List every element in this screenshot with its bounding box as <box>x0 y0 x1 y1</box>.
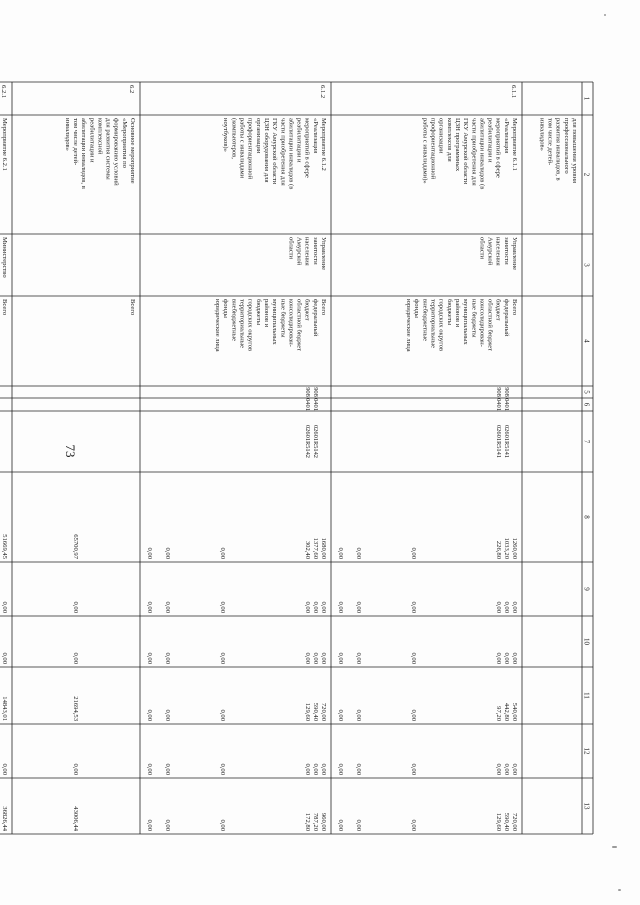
code-target-article: 02601R5141 <box>495 424 502 459</box>
item-number: 6.2 <box>128 85 135 94</box>
item-description-line: организации <box>437 118 445 154</box>
amount-value: 1033,20 <box>503 537 510 559</box>
executor-line: Амурской <box>295 237 303 266</box>
amount-value: 1377,60 <box>312 537 319 559</box>
amount-value: 720,00 <box>320 702 327 721</box>
item-description-line: комплексов для <box>445 118 453 162</box>
column-number: 9 <box>582 587 591 591</box>
column-number: 8 <box>582 515 591 519</box>
amount-value: 0,00 <box>164 763 171 775</box>
funding-source-line: консолидирован- <box>478 299 486 347</box>
code-department: 908 <box>312 387 319 397</box>
item-description-line: мероприятий в сфере <box>494 118 502 178</box>
amount-value: 51669,45 <box>1 534 8 559</box>
amount-value: 302,40 <box>304 540 311 559</box>
amount-value: 0,00 <box>146 652 153 664</box>
amount-value: 0,00 <box>72 763 79 775</box>
item-description-line: реабилитации и <box>486 118 494 163</box>
amount-value: 0,00 <box>410 547 417 559</box>
executor-line: области <box>478 237 486 260</box>
amount-value: 0,00 <box>164 547 171 559</box>
scan-speck <box>618 889 621 891</box>
amount-value: 0,00 <box>164 652 171 664</box>
code-department: 908 <box>495 387 502 397</box>
amount-value: 1260,00 <box>511 537 518 559</box>
table-row <box>538 118 578 183</box>
amount-value: 0,00 <box>337 547 344 559</box>
code-section: 0401 <box>503 398 510 411</box>
amount-value: 0,00 <box>355 547 362 559</box>
funding-source-line: фонды <box>222 299 230 318</box>
amount-value: 0,00 <box>164 601 171 613</box>
table-body <box>0 85 578 834</box>
amount-value: 226,80 <box>495 540 502 559</box>
item-description-line: профориентационной <box>246 118 254 180</box>
item-description-line: абилитации инвалидов, в <box>80 118 88 189</box>
funding-source-line: муниципальных <box>462 299 470 345</box>
amount-value: 0,00 <box>511 601 518 613</box>
column-number: 13 <box>582 802 591 810</box>
funding-source-line: городских округов <box>437 299 445 352</box>
amount-value: 590,40 <box>312 702 319 721</box>
amount-value: 0,00 <box>146 601 153 613</box>
column-number: 3 <box>582 263 591 267</box>
amount-value: 0,00 <box>72 652 79 664</box>
funding-source-line: ные бюджеты <box>470 299 478 338</box>
amount-value: 36826,44 <box>1 806 8 831</box>
funding-source-line: районов и <box>453 299 461 328</box>
landscape-table <box>0 82 593 834</box>
amount-value: 540,00 <box>511 702 518 721</box>
amount-value: 0,00 <box>410 652 417 664</box>
amount-value: 0,00 <box>146 819 153 831</box>
code-department: 908 <box>304 387 311 397</box>
amount-value: 0,00 <box>1 601 8 613</box>
column-number-row <box>582 97 590 810</box>
executor-line: Министерство <box>1 237 8 278</box>
item-number: 6.2.1 <box>0 85 7 99</box>
amount-value: 0,00 <box>355 709 362 721</box>
amount-value: 0,00 <box>337 819 344 831</box>
funding-source-line: бюджеты <box>445 299 453 326</box>
amount-value: 0,00 <box>495 601 502 613</box>
item-description-line: работы с инвалидами)» <box>421 118 429 184</box>
amount-value: 0,00 <box>337 601 344 613</box>
amount-value: 0,00 <box>146 763 153 775</box>
amount-value: 0,00 <box>410 763 417 775</box>
funding-source-line: Всего <box>1 299 8 316</box>
executor-line: Амурской <box>486 237 494 266</box>
amount-value: 0,00 <box>511 763 518 775</box>
amount-value: 0,00 <box>219 601 226 613</box>
item-description-line: «Мероприятия по <box>120 118 128 168</box>
amount-value: 1680,00 <box>320 537 327 559</box>
funding-source-line: Всего <box>320 299 327 316</box>
amount-value: 0,00 <box>337 709 344 721</box>
item-description-line: части приобретения для <box>279 118 287 186</box>
amount-value: 0,00 <box>355 601 362 613</box>
amount-value: 0,00 <box>495 763 502 775</box>
amount-value: 0,00 <box>503 601 510 613</box>
table-row <box>64 85 136 832</box>
item-description-line: ГКУ Амурской области <box>462 118 470 185</box>
amount-value: 0,00 <box>219 709 226 721</box>
amount-value: 65700,97 <box>72 534 79 559</box>
funding-source-line: внебюджетные <box>230 299 238 342</box>
amount-value: 0,00 <box>320 763 327 775</box>
item-description-line: том числе детей- <box>71 118 79 166</box>
item-description-line: развития инвалидов, в <box>554 118 562 181</box>
funding-source-line: внебюджетные <box>421 299 429 342</box>
funding-source-line: территориальные <box>429 299 437 349</box>
amount-value: 172,80 <box>304 812 311 831</box>
amount-value: 129,60 <box>304 702 311 721</box>
item-number: 6.1.2 <box>319 85 326 99</box>
item-description-line: ЦЗН программных <box>453 118 461 172</box>
funding-source-line: консолидирован- <box>287 299 295 347</box>
item-description-line: реабилитации и <box>295 118 303 163</box>
code-department: 908 <box>503 387 510 397</box>
code-target-article: 02601R5141 <box>503 424 510 459</box>
item-description-line: для повышения уровня <box>571 118 578 184</box>
amount-value: 0,00 <box>312 601 319 613</box>
amount-value: 0,00 <box>146 547 153 559</box>
item-description-line: Мероприятие 6.2.1 <box>1 118 8 171</box>
amount-value: 0,00 <box>503 763 510 775</box>
amount-value: 0,00 <box>164 819 171 831</box>
scan-speck <box>612 846 617 848</box>
amount-value: 43006,44 <box>72 806 79 831</box>
funding-source-line: фонды <box>413 299 421 318</box>
table-row <box>337 85 518 834</box>
amount-value: 0,00 <box>219 763 226 775</box>
code-section: 0401 <box>495 398 502 411</box>
amount-value: 14843,01 <box>1 696 8 721</box>
amount-value: 720,00 <box>511 812 518 831</box>
item-description-line: ГКУ Амурской области <box>271 118 279 185</box>
item-description-line: организации <box>254 118 262 154</box>
amount-value: 0,00 <box>337 763 344 775</box>
item-description-line: ЦЗН оборудования для <box>262 118 270 183</box>
funding-source-line: областной бюджет <box>486 299 494 352</box>
funding-source-line: федеральный <box>502 299 510 337</box>
column-number: 10 <box>582 638 591 645</box>
amount-value: 0,00 <box>410 601 417 613</box>
item-description-line: части приобретения для <box>470 118 478 186</box>
item-description-line: мероприятий в сфере <box>303 118 311 178</box>
amount-value: 0,00 <box>320 601 327 613</box>
item-description-line: реабилитации и <box>88 118 96 163</box>
amount-value: 0,00 <box>410 819 417 831</box>
amount-value: 0,00 <box>219 652 226 664</box>
amount-value: 787,20 <box>312 812 319 831</box>
column-number: 1 <box>582 96 591 101</box>
code-target-article: 02601R5142 <box>304 424 311 459</box>
column-number: 5 <box>582 390 591 394</box>
item-description-line: работы с инвалидами <box>238 118 246 179</box>
table-row <box>0 85 8 834</box>
table-row <box>146 85 327 834</box>
amount-value: 0,00 <box>164 709 171 721</box>
funding-source-line: ные бюджеты <box>279 299 287 338</box>
item-description-line: Мероприятие 6.1.2 <box>320 118 327 171</box>
amount-value: 0,00 <box>511 652 518 664</box>
item-description-line: абилитации инвалидов (в <box>287 118 295 190</box>
funding-source-line: бюджеты <box>254 299 262 326</box>
amount-value: 590,40 <box>503 812 510 831</box>
amount-value: 0,00 <box>312 763 319 775</box>
executor-line: Управление <box>320 237 327 271</box>
funding-source-line: территориальные <box>238 299 246 349</box>
funding-source-line: юридические лица <box>214 299 222 352</box>
item-description-line: «Реализация <box>311 118 319 154</box>
item-description-line: профориентационной <box>429 118 437 180</box>
executor-line: занятости <box>311 237 319 265</box>
executor-line: населения <box>303 237 311 266</box>
funding-source-line: городских округов <box>246 299 254 352</box>
amount-value: 0,00 <box>495 652 502 664</box>
funding-source-line: бюджет <box>303 299 311 321</box>
amount-value: 0,00 <box>410 709 417 721</box>
item-description-line: «Реализация <box>502 118 510 154</box>
column-number: 6 <box>582 402 591 407</box>
item-description-line: Мероприятие 6.1.1 <box>511 118 518 171</box>
item-description-line: (компьютеров, <box>230 118 238 159</box>
amount-value: 0,00 <box>304 763 311 775</box>
executor-line: занятости <box>502 237 510 265</box>
code-section: 0401 <box>304 398 311 411</box>
amount-value: 21694,53 <box>72 696 79 721</box>
item-description-line: формированию условий <box>112 118 120 186</box>
amount-value: 129,60 <box>495 812 502 831</box>
amount-value: 0,00 <box>304 652 311 664</box>
column-number: 2 <box>582 172 591 177</box>
amount-value: 0,00 <box>355 652 362 664</box>
amount-value: 960,00 <box>320 812 327 831</box>
amount-value: 0,00 <box>355 819 362 831</box>
page-number: 73 <box>63 444 78 458</box>
executor-line: Управление <box>511 237 518 271</box>
item-description-line: том числе детей- <box>546 118 554 166</box>
item-number: 6.1.1 <box>510 85 517 99</box>
funding-source-line: Всего <box>129 299 136 316</box>
item-description-line: для развития системы <box>104 118 112 180</box>
amount-value: 442,80 <box>503 702 510 721</box>
amount-value: 0,00 <box>1 763 8 775</box>
amount-value: 0,00 <box>320 652 327 664</box>
column-number: 7 <box>582 439 591 444</box>
funding-source-line: бюджет <box>494 299 502 321</box>
funding-source-line: Всего <box>511 299 518 316</box>
column-number: 12 <box>582 747 591 755</box>
amount-value: 0,00 <box>72 601 79 613</box>
amount-value: 0,00 <box>312 652 319 664</box>
funding-source-line: юридические лица <box>405 299 413 352</box>
executor-line: области <box>287 237 295 260</box>
amount-value: 0,00 <box>146 709 153 721</box>
item-description-line: абилитации инвалидов (в <box>478 118 486 190</box>
column-number: 11 <box>582 692 591 699</box>
amount-value: 0,00 <box>1 652 8 664</box>
code-target-article: 02601R5142 <box>312 424 319 459</box>
item-description-line: ноутбуков)» <box>222 118 230 152</box>
amount-value: 0,00 <box>219 547 226 559</box>
item-description-line: инвалидов» <box>538 118 546 151</box>
amount-value: 0,00 <box>304 601 311 613</box>
item-description-line: инвалидов» <box>63 118 71 151</box>
funding-source-line: муниципальных <box>271 299 279 345</box>
funding-source-line: областной бюджет <box>295 299 303 352</box>
column-number: 4 <box>582 339 591 343</box>
item-description-line: комплексной <box>96 118 104 155</box>
executor-line: населения <box>494 237 502 266</box>
scan-speck <box>604 14 606 16</box>
code-section: 0401 <box>312 398 319 411</box>
funding-source-line: районов и <box>262 299 270 328</box>
funding-source-line: федеральный <box>311 299 319 337</box>
amount-value: 97,20 <box>495 706 502 721</box>
amount-value: 0,00 <box>219 819 226 831</box>
amount-value: 0,00 <box>503 652 510 664</box>
item-description-line: Основное мероприятие <box>129 118 136 184</box>
amount-value: 0,00 <box>355 763 362 775</box>
item-description-line: профессионального <box>562 118 570 174</box>
amount-value: 0,00 <box>337 652 344 664</box>
